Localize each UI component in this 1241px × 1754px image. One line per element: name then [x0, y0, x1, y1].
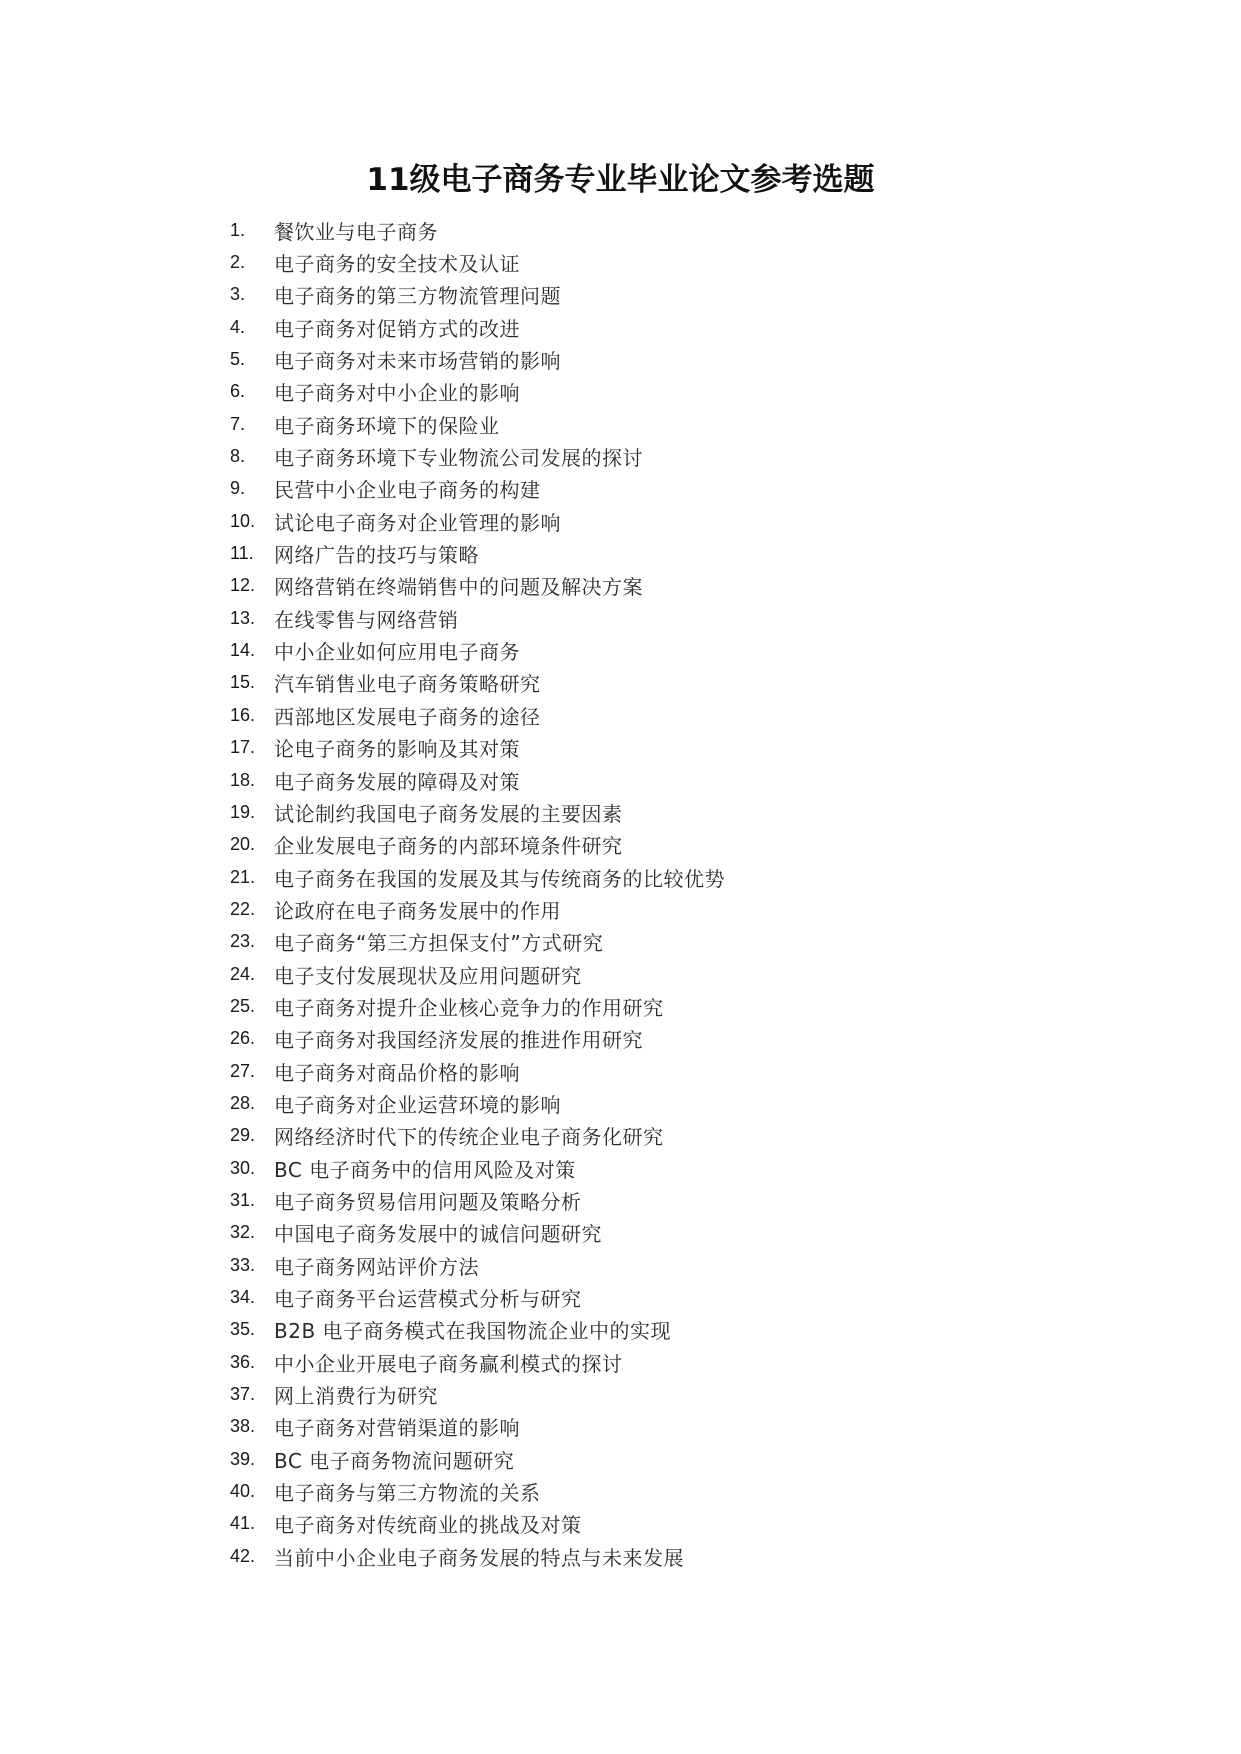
topic-number: 36. [230, 1351, 256, 1372]
topic-title: 民营中小企业电子商务的构建 [274, 478, 541, 503]
topic-number: 25. [230, 995, 256, 1016]
topic-title: 电子支付发展现状及应用问题研究 [274, 963, 582, 988]
list-item [230, 926, 1130, 958]
topic-title: 电子商务“第三方担保支付”方式研究 [274, 931, 604, 956]
topic-title: 电子商务网站评价方法 [274, 1254, 479, 1279]
list-item [230, 829, 1130, 861]
topic-number: 21. [230, 866, 256, 887]
list-item [230, 764, 1130, 796]
list-item [230, 570, 1130, 602]
topic-title: 西部地区发展电子商务的途径 [274, 704, 541, 729]
topic-number: 9. [230, 478, 246, 499]
topic-number: 3. [230, 284, 246, 305]
page-title: 11级电子商务专业毕业论文参考选题 [366, 162, 875, 198]
topic-title: 企业发展电子商务的内部环境条件研究 [274, 834, 623, 859]
topic-title: 试论电子商务对企业管理的影响 [274, 510, 561, 535]
topic-title: 当前中小企业电子商务发展的特点与未来发展 [274, 1545, 684, 1570]
list-item [230, 1120, 1130, 1152]
topic-title: 电子商务的安全技术及认证 [274, 252, 520, 277]
topic-number: 12. [230, 575, 256, 596]
topic-number: 34. [230, 1287, 256, 1308]
list-item [230, 311, 1130, 343]
list-item [230, 958, 1130, 990]
topic-title: 电子商务对提升企业核心竞争力的作用研究 [274, 995, 664, 1020]
list-item [230, 990, 1130, 1022]
topic-list [230, 214, 1130, 1572]
topic-title: 电子商务对企业运营环境的影响 [274, 1092, 561, 1117]
list-item [230, 376, 1130, 408]
list-item [230, 1087, 1130, 1119]
topic-number: 1. [230, 219, 246, 240]
list-item [230, 893, 1130, 925]
list-item [230, 602, 1130, 634]
topic-number: 32. [230, 1222, 256, 1243]
topic-number: 37. [230, 1384, 256, 1405]
topic-title: 网上消费行为研究 [274, 1384, 438, 1409]
topic-number: 23. [230, 931, 256, 952]
list-item [230, 1443, 1130, 1475]
topic-title: 电子商务对传统商业的挑战及对策 [274, 1513, 582, 1538]
list-item [230, 796, 1130, 828]
topic-title: BC 电子商务物流问题研究 [274, 1448, 515, 1473]
list-item [230, 1508, 1130, 1540]
topic-title: 汽车销售业电子商务策略研究 [274, 672, 541, 697]
topic-title: 电子商务对促销方式的改进 [274, 316, 520, 341]
list-item [230, 1055, 1130, 1087]
topic-title: 电子商务环境下专业物流公司发展的探讨 [274, 446, 643, 471]
list-item [230, 279, 1130, 311]
topic-title: 电子商务发展的障碍及对策 [274, 769, 520, 794]
topic-number: 35. [230, 1319, 256, 1340]
topic-number: 42. [230, 1545, 256, 1566]
topic-title: 电子商务对商品价格的影响 [274, 1060, 520, 1085]
topic-number: 7. [230, 413, 246, 434]
list-item [230, 1540, 1130, 1572]
topic-title: 论政府在电子商务发展中的作用 [274, 898, 561, 923]
topic-number: 17. [230, 737, 256, 758]
list-item [230, 1023, 1130, 1055]
topic-title: 餐饮业与电子商务 [274, 219, 438, 244]
list-item [230, 246, 1130, 278]
topic-title: 电子商务与第三方物流的关系 [274, 1481, 541, 1506]
topic-number: 13. [230, 607, 256, 628]
topic-number: 24. [230, 963, 256, 984]
list-item [230, 1378, 1130, 1410]
list-item [230, 473, 1130, 505]
topic-number: 22. [230, 898, 256, 919]
list-item [230, 1217, 1130, 1249]
topic-number: 18. [230, 769, 256, 790]
topic-number: 14. [230, 640, 256, 661]
list-item [230, 440, 1130, 472]
list-item [230, 667, 1130, 699]
topic-number: 19. [230, 801, 256, 822]
topic-number: 5. [230, 349, 246, 370]
topic-title: 网络营销在终端销售中的问题及解决方案 [274, 575, 643, 600]
list-item [230, 1411, 1130, 1443]
topic-title: 电子商务环境下的保险业 [274, 413, 500, 438]
list-item [230, 1314, 1130, 1346]
topic-number: 10. [230, 510, 256, 531]
list-item [230, 505, 1130, 537]
topic-number: 26. [230, 1028, 256, 1049]
topic-number: 15. [230, 672, 256, 693]
list-item [230, 343, 1130, 375]
topic-number: 2. [230, 252, 246, 273]
topic-title: 电子商务对营销渠道的影响 [274, 1416, 520, 1441]
topic-title: 网络广告的技巧与策略 [274, 543, 479, 568]
topic-number: 8. [230, 446, 246, 467]
topic-number: 38. [230, 1416, 256, 1437]
topic-title: 在线零售与网络营销 [274, 607, 459, 632]
list-item [230, 1475, 1130, 1507]
list-item [230, 408, 1130, 440]
topic-title: 论电子商务的影响及其对策 [274, 737, 520, 762]
topic-title: 中小企业开展电子商务赢利模式的探讨 [274, 1351, 623, 1376]
topic-title: B2B 电子商务模式在我国物流企业中的实现 [274, 1319, 672, 1344]
list-item [230, 1281, 1130, 1313]
topic-title: 中国电子商务发展中的诚信问题研究 [274, 1222, 602, 1247]
topic-number: 33. [230, 1254, 256, 1275]
topic-title: 电子商务贸易信用问题及策略分析 [274, 1189, 582, 1214]
topic-title: 试论制约我国电子商务发展的主要因素 [274, 801, 623, 826]
topic-title: 电子商务对中小企业的影响 [274, 381, 520, 406]
list-item [230, 861, 1130, 893]
topic-number: 41. [230, 1513, 256, 1534]
topic-title: 电子商务的第三方物流管理问题 [274, 284, 561, 309]
topic-title: 电子商务对我国经济发展的推进作用研究 [274, 1028, 643, 1053]
topic-number: 4. [230, 316, 246, 337]
topic-title: BC 电子商务中的信用风险及对策 [274, 1157, 576, 1182]
topic-number: 20. [230, 834, 256, 855]
topic-number: 39. [230, 1448, 256, 1469]
list-item [230, 1152, 1130, 1184]
topic-title: 网络经济时代下的传统企业电子商务化研究 [274, 1125, 664, 1150]
list-item [230, 732, 1130, 764]
topic-number: 40. [230, 1481, 256, 1502]
list-item [230, 699, 1130, 731]
list-item [230, 1346, 1130, 1378]
list-item [230, 1249, 1130, 1281]
topic-number: 31. [230, 1189, 256, 1210]
topic-number: 29. [230, 1125, 256, 1146]
topic-number: 16. [230, 704, 256, 725]
topic-number: 11. [230, 543, 254, 564]
topic-title: 电子商务平台运营模式分析与研究 [274, 1287, 582, 1312]
topic-title: 电子商务在我国的发展及其与传统商务的比较优势 [274, 866, 725, 891]
topic-number: 27. [230, 1060, 256, 1081]
list-item [230, 214, 1130, 246]
topic-number: 30. [230, 1157, 256, 1178]
topic-title: 中小企业如何应用电子商务 [274, 640, 520, 665]
list-item [230, 1184, 1130, 1216]
topic-number: 6. [230, 381, 246, 402]
list-item [230, 537, 1130, 569]
topic-number: 28. [230, 1092, 256, 1113]
list-item [230, 634, 1130, 666]
topic-title: 电子商务对未来市场营销的影响 [274, 349, 561, 374]
